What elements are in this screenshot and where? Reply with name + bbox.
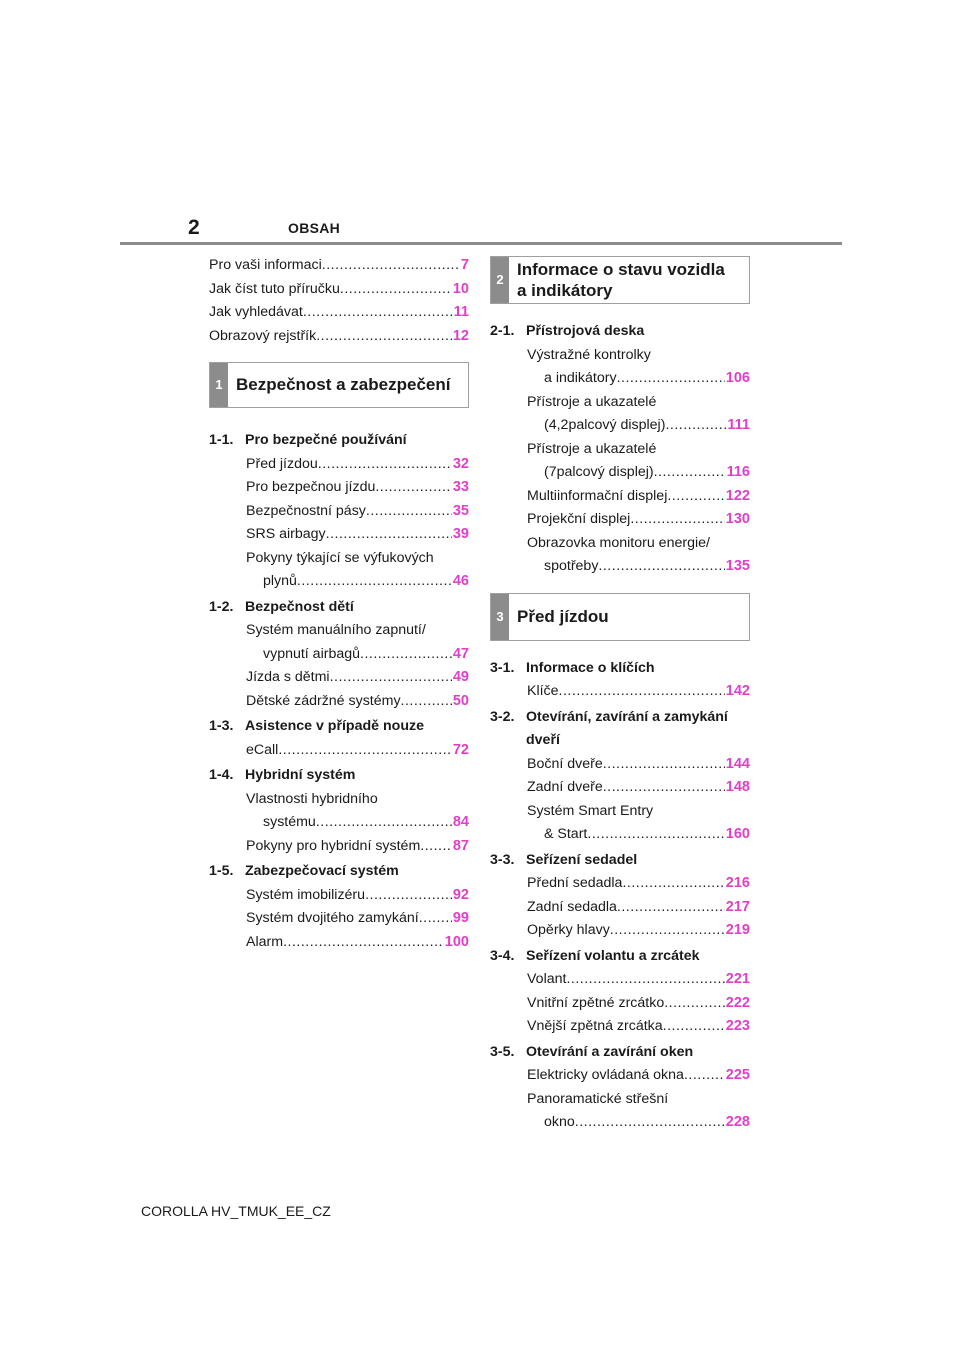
page-link[interactable]: 216 bbox=[725, 875, 750, 891]
toc-entry[interactable]: Zadní sedadla ..... 217 bbox=[527, 896, 750, 920]
page-link[interactable]: 49 bbox=[452, 669, 469, 685]
page-link[interactable]: 92 bbox=[452, 886, 469, 903]
page-number: 2 bbox=[188, 216, 200, 239]
chapter-tab: 1 bbox=[210, 363, 228, 407]
toc-entry-multiline[interactable]: Přístroje a ukazatelé (7palcový displej) ..... 116 bbox=[527, 438, 750, 485]
page-link[interactable]: 106 bbox=[725, 370, 750, 386]
section-heading: 3-2. Otevírání, zavírání a zamykání dveří bbox=[490, 708, 728, 748]
page-link[interactable]: 47 bbox=[452, 645, 469, 662]
page-link[interactable]: 116 bbox=[726, 464, 750, 480]
toc-entry-multiline[interactable]: Systém Smart Entry & Start ..... 160 bbox=[527, 800, 750, 847]
page-link[interactable]: 99 bbox=[452, 910, 469, 926]
page-link[interactable]: 223 bbox=[725, 1018, 750, 1034]
section-heading: 1-4. Hybridní systém bbox=[209, 767, 356, 783]
header-title: OBSAH bbox=[288, 220, 341, 236]
page-link[interactable]: 130 bbox=[725, 511, 750, 527]
page-link[interactable]: 160 bbox=[725, 826, 750, 842]
toc-entry[interactable]: eCall ..... 72 bbox=[246, 739, 469, 763]
page-link[interactable]: 12 bbox=[452, 327, 469, 344]
toc-entry[interactable]: Pro bezpečnou jízdu ..... 33 bbox=[246, 476, 469, 500]
chapter-title: Informace o stavu vozidla bbox=[517, 260, 725, 279]
toc-entry[interactable]: Klíče ..... 142 bbox=[527, 680, 750, 704]
page-link[interactable]: 217 bbox=[725, 898, 750, 915]
page-link[interactable]: 50 bbox=[452, 692, 469, 709]
page-link[interactable]: 144 bbox=[725, 755, 750, 772]
toc-entry[interactable]: Alarm ..... 100 bbox=[246, 931, 469, 955]
section-heading: 3-3. Seřízení sedadel bbox=[490, 851, 638, 868]
header-divider bbox=[120, 242, 842, 245]
chapter-title: a indikátory bbox=[517, 281, 613, 300]
toc-entry[interactable]: Elektricky ovládaná okna ..... 225 bbox=[527, 1064, 750, 1088]
page-link[interactable]: 135 bbox=[725, 558, 750, 574]
page-link[interactable]: 33 bbox=[452, 479, 469, 495]
page-link[interactable]: 219 bbox=[725, 922, 750, 938]
page-link[interactable]: 87 bbox=[452, 837, 469, 854]
toc-entry[interactable]: Před jízdou ..... 32 bbox=[246, 453, 469, 477]
page-link[interactable]: 46 bbox=[452, 573, 469, 589]
page-link[interactable]: 148 bbox=[725, 779, 750, 795]
toc-entry-multiline[interactable]: Přístroje a ukazatelé (4,2palcový displej) ..... 111 bbox=[527, 391, 750, 438]
chapter-box-2[interactable] bbox=[490, 256, 750, 304]
section-heading: 2-1. Přístrojová deska bbox=[490, 323, 645, 339]
toc-entry[interactable]: Jak vyhledávat ..... 11 bbox=[209, 301, 469, 325]
toc-entry[interactable]: Zadní dveře ..... 148 bbox=[527, 776, 750, 800]
toc-entry[interactable]: Jak číst tuto příručku ..... 10 bbox=[209, 278, 469, 302]
page-link[interactable]: 228 bbox=[725, 1114, 750, 1130]
page-link[interactable]: 221 bbox=[725, 971, 750, 987]
toc-entry[interactable]: Vnitřní zpětné zrcátko ..... 222 bbox=[527, 992, 750, 1016]
section-heading: 3-1. Informace o klíčích bbox=[490, 659, 655, 676]
toc-entry[interactable]: Dětské zádržné systémy ..... 50 bbox=[246, 690, 469, 714]
footer-model-code: COROLLA HV_TMUK_EE_CZ bbox=[141, 1203, 331, 1219]
page-link[interactable]: 11 bbox=[453, 304, 469, 320]
page-link[interactable]: 84 bbox=[452, 814, 469, 830]
page-link[interactable]: 100 bbox=[444, 933, 469, 950]
toc-entry-multiline[interactable]: Vlastnosti hybridního systému ..... 84 bbox=[246, 788, 469, 835]
page-link[interactable]: 122 bbox=[725, 487, 750, 504]
page-link[interactable]: 142 bbox=[725, 683, 750, 699]
page-link[interactable]: 72 bbox=[452, 741, 469, 758]
toc-entry-multiline[interactable]: Pokyny týkající se výfukových plynů ..... 46 bbox=[246, 547, 469, 594]
toc-entry[interactable]: Projekční displej ..... 130 bbox=[527, 508, 750, 532]
toc-right-column bbox=[490, 256, 750, 1135]
section-heading: 1-3. Asistence v případě nouze bbox=[209, 718, 424, 734]
toc-entry[interactable]: Systém imobilizéru ..... 92 bbox=[246, 884, 469, 908]
page-link[interactable]: 32 bbox=[452, 455, 469, 472]
toc-entry[interactable]: Bezpečnostní pásy ..... 35 bbox=[246, 500, 469, 524]
page-link[interactable]: 111 bbox=[727, 417, 750, 433]
chapter-tab: 2 bbox=[491, 257, 509, 303]
toc-entry[interactable]: Multiinformační displej ..... 122 bbox=[527, 485, 750, 509]
toc-entry[interactable]: Opěrky hlavy ..... 219 bbox=[527, 919, 750, 943]
page-link[interactable]: 225 bbox=[725, 1067, 750, 1083]
toc-left-column bbox=[209, 254, 469, 954]
page-link[interactable]: 222 bbox=[725, 994, 750, 1011]
toc-entry-multiline[interactable]: Výstražné kontrolky a indikátory ..... 106 bbox=[527, 344, 750, 391]
chapter-title: Bezpečnost a zabezpečení bbox=[236, 375, 451, 394]
page-link[interactable]: 35 bbox=[452, 502, 469, 519]
section-heading: 3-4. Seřízení volantu a zrcátek bbox=[490, 947, 700, 964]
toc-entry[interactable]: Jízda s dětmi ..... 49 bbox=[246, 666, 469, 690]
page-link[interactable]: 7 bbox=[460, 257, 469, 273]
page-link[interactable]: 10 bbox=[452, 280, 469, 297]
section-heading: 1-5. Zabezpečovací systém bbox=[209, 863, 399, 879]
toc-entry[interactable]: Obrazový rejstřík ..... 12 bbox=[209, 325, 469, 349]
toc-entry-multiline[interactable]: Obrazovka monitoru energie/ spotřeby ..... 135 bbox=[527, 532, 750, 579]
chapter-box-3[interactable] bbox=[490, 593, 750, 641]
page-header bbox=[120, 212, 842, 246]
toc-entry[interactable]: Pokyny pro hybridní systém ..... 87 bbox=[246, 835, 469, 859]
chapter-title: Před jízdou bbox=[517, 606, 609, 626]
chapter-tab: 3 bbox=[491, 594, 509, 640]
toc-entry-multiline[interactable]: Panoramatické střešní okno ..... 228 bbox=[527, 1088, 750, 1135]
section-heading: 1-1. Pro bezpečné používání bbox=[209, 432, 407, 448]
toc-entry[interactable]: Přední sedadla ..... 216 bbox=[527, 872, 750, 896]
section-heading: 1-2. Bezpečnost dětí bbox=[209, 598, 354, 615]
toc-entry[interactable]: Pro vaši informaci ..... 7 bbox=[209, 254, 469, 278]
toc-entry[interactable]: Vnější zpětná zrcátka ..... 223 bbox=[527, 1015, 750, 1039]
section-heading: 3-5. Otevírání a zavírání oken bbox=[490, 1043, 694, 1060]
chapter-box-1[interactable] bbox=[209, 362, 469, 408]
toc-entry[interactable]: Boční dveře ..... 144 bbox=[527, 753, 750, 777]
page-link[interactable]: 39 bbox=[452, 526, 469, 542]
toc-entry[interactable]: SRS airbagy ..... 39 bbox=[246, 523, 469, 547]
toc-entry[interactable]: Systém dvojitého zamykání ..... 99 bbox=[246, 907, 469, 931]
toc-entry-multiline[interactable]: Systém manuálního zapnutí/ vypnutí airbagů ..... 47 bbox=[246, 619, 469, 666]
toc-entry[interactable]: Volant ..... 221 bbox=[527, 968, 750, 992]
